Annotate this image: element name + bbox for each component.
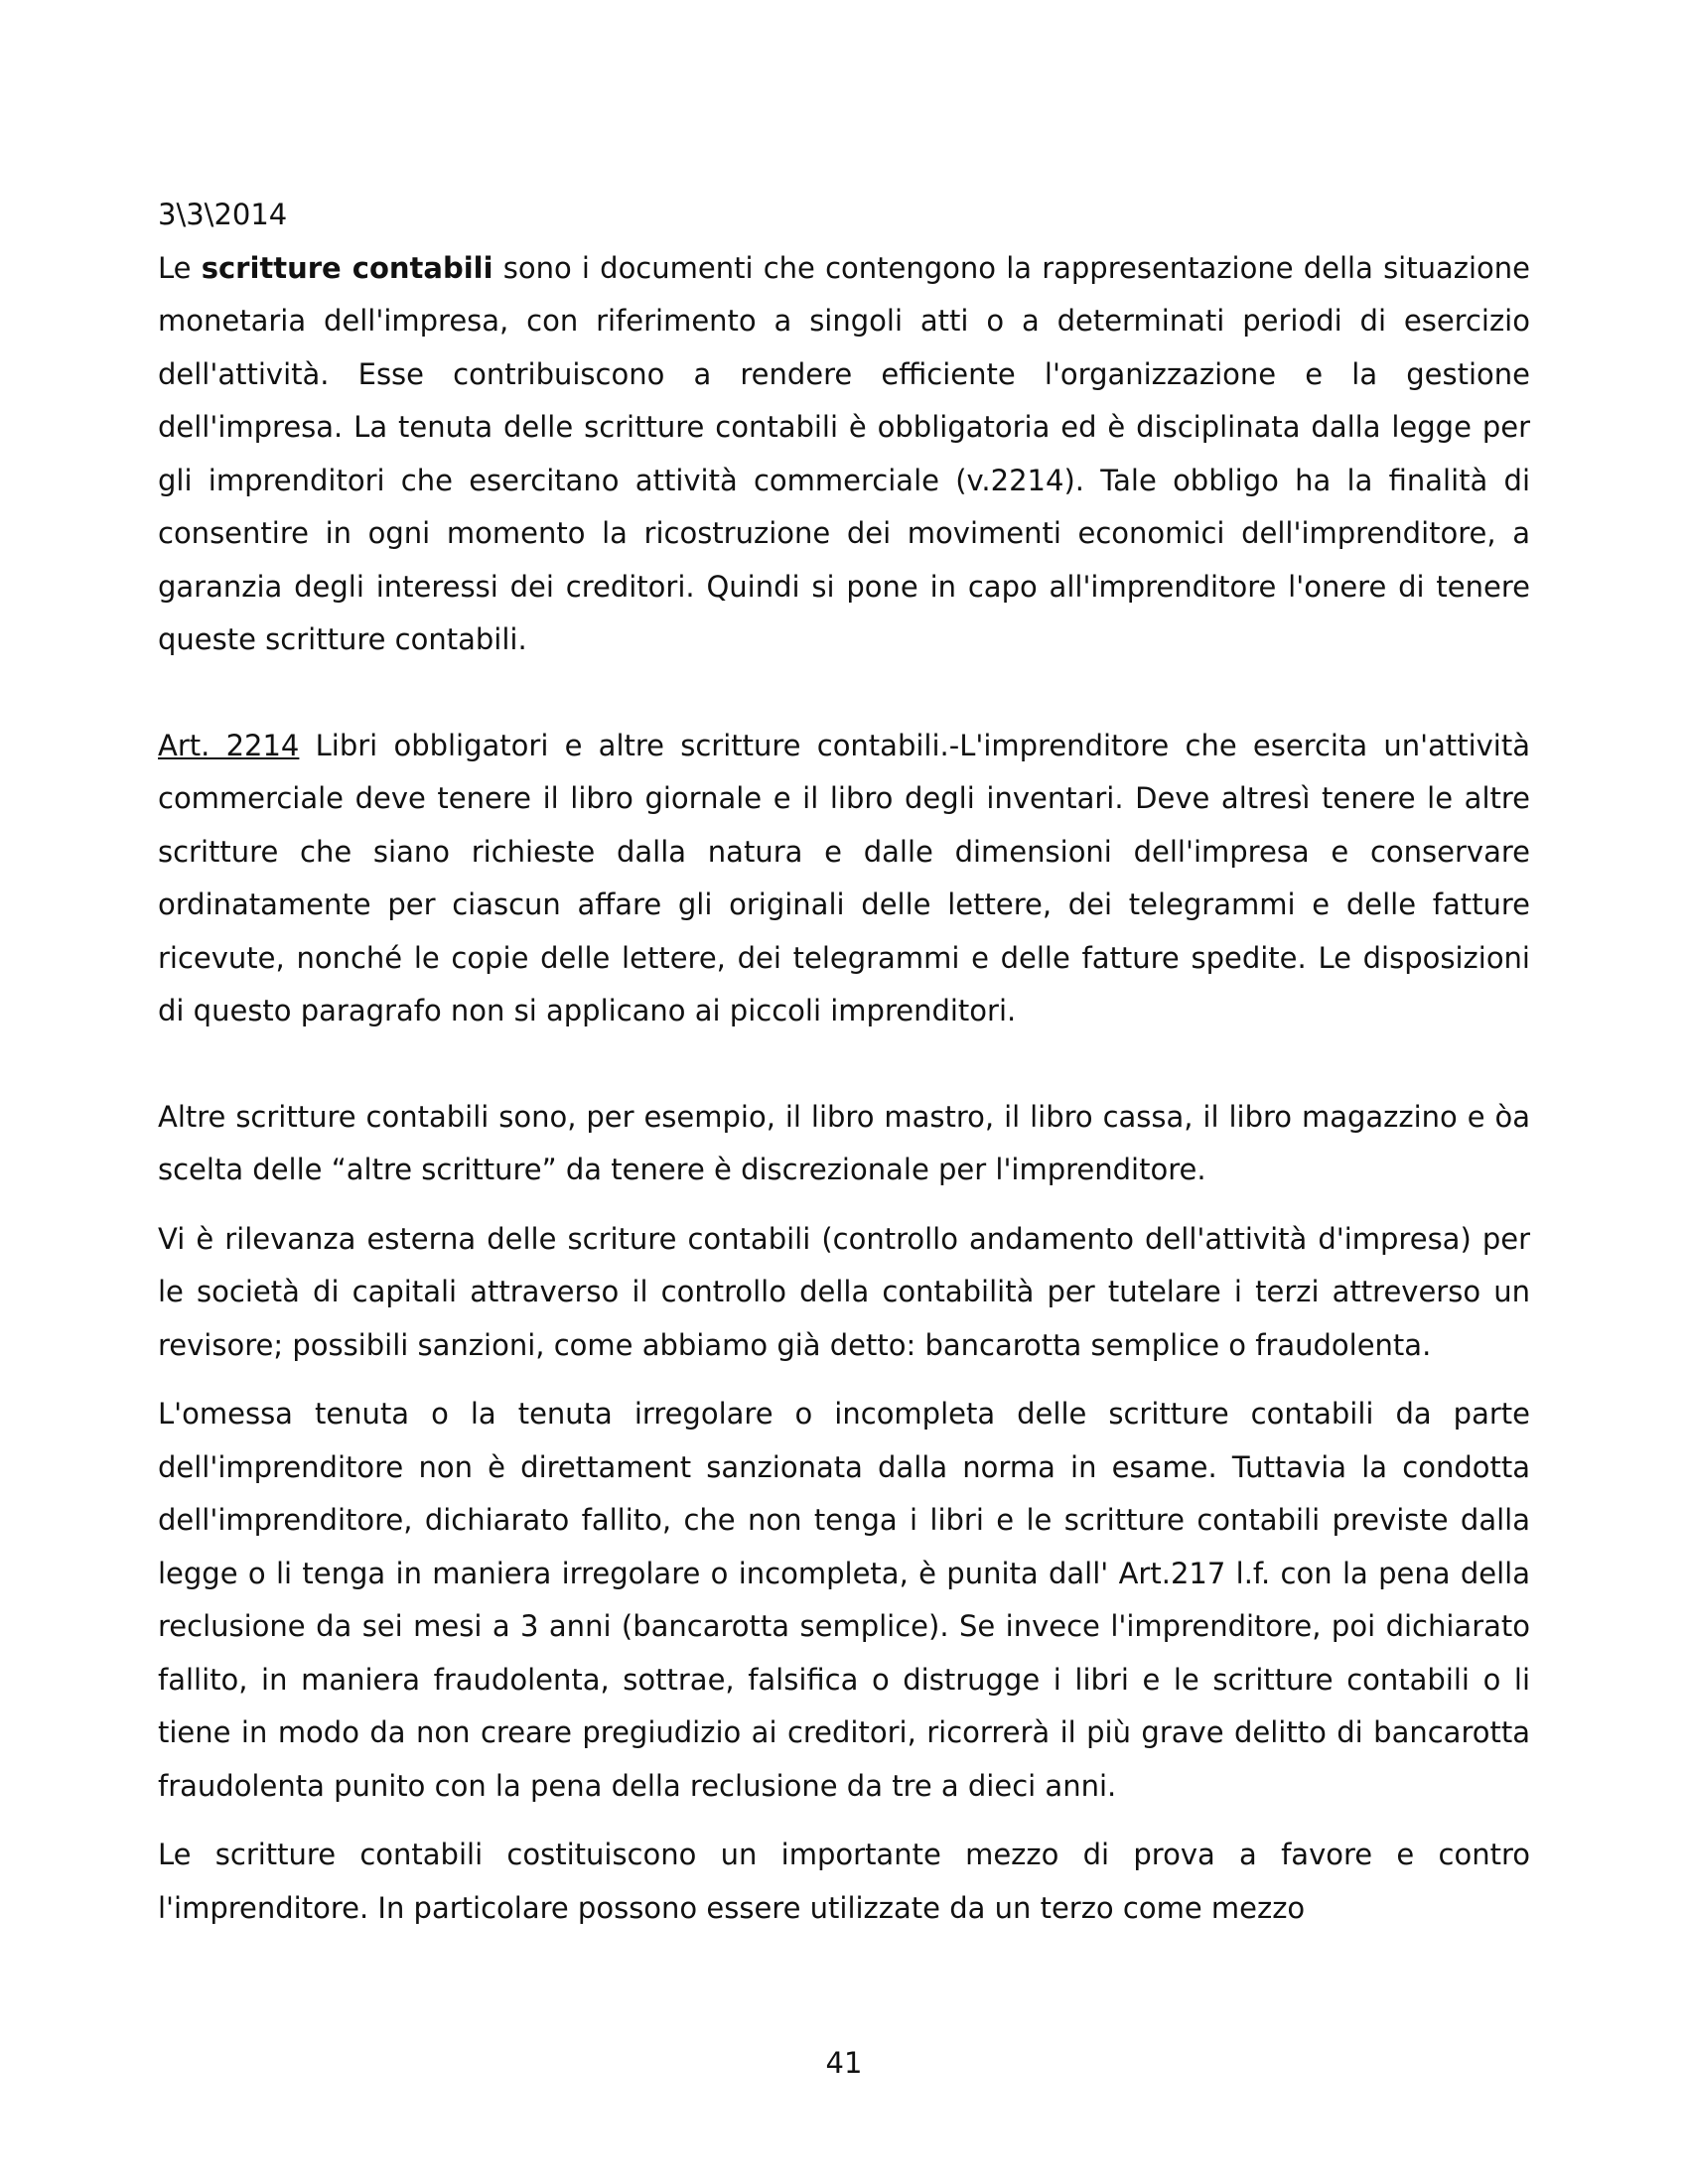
paragraph-sanctions: L'omessa tenuta o la tenuta irregolare o incompleta delle scritture contabili da parte dell'imprenditore non è direttament sanzionata dalla norma in esame. Tuttavia la condotta dell'imprenditore, dichiarato fallito, che non tenga i libri e le scritture contabili previste dalla legge o li tenga in maniera irregolare o incompleta, è punita dall' Art.217 l.f. con la pena della reclusione da sei mesi a 3 anni (bancarotta semplice). Se invece l'imprenditore, poi dichiarato fallito, in maniera fraudolenta, sottrae, falsifica o distrugge i libri e le scritture contabili o li tiene in modo da non creare pregiudizio ai creditori, ricorrerà il più grave delitto di bancarotta fraudolenta punito con la pena della reclusione da tre a dieci anni. bbox=[158, 1397, 1530, 1803]
article-text: Libri obbligatori e altre scritture contabili.-L'imprenditore che esercita un'attività commerciale deve tenere il libro giornale e il libro degli inventari. Deve altresì tenere le altre scritture che siano richieste dalla natura e dalle dimensioni dell'impresa e conservare ordinatamente per ciascun affare gli originali delle lettere, dei telegrammi e delle fatture ricevute, nonché le copie delle lettere, dei telegrammi e delle fatture spedite. Le disposizioni di questo paragrafo non si applicano ai piccoli imprenditori. bbox=[158, 728, 1530, 1027]
bold-term-scritture-contabili: scritture contabili bbox=[201, 250, 493, 285]
paragraph-intro-lead: Le bbox=[158, 250, 202, 285]
document-date: 3\3\2014 bbox=[158, 198, 288, 231]
page-number: 41 bbox=[825, 2046, 863, 2080]
paragraph-evidence: Le scritture contabili costituiscono un importante mezzo di prova a favore e contro l'imprenditore. In particolare possono essere utilizzate da un terzo come mezzo bbox=[158, 1838, 1530, 1925]
paragraph-external-relevance: Vi è rilevanza esterna delle scriture contabili (controllo andamento dell'attività d'impresa) per le società di capitali attraverso il controllo della contabilità per tutelare i terzi attreverso un revisore; possibili sanzioni, come abbiamo già detto: bancarotta semplice o fraudolenta. bbox=[158, 1221, 1530, 1362]
paragraph-article-2214 bbox=[158, 720, 1530, 1038]
paragraph-intro-text: sono i documenti che contengono la rappresentazione della situazione monetaria dell'impresa, con riferimento a singoli atti o a determinati periodi di esercizio dell'attività. Esse contribuiscono a rendere efficiente l'organizzazione e la gestione dell'impresa. La tenuta delle scritture contabili è obbligatoria ed è disciplinata dalla legge per gli imprenditori che esercitano attività commerciale (v.2214). Tale obbligo ha la finalità di consentire in ogni momento la ricostruzione dei movimenti economici dell'imprenditore, a garanzia degli interessi dei creditori. Quindi si pone in capo all'imprenditore l'onere di tenere queste scritture contabili. bbox=[158, 250, 1530, 656]
paragraph-other-records: Altre scritture contabili sono, per esempio, il libro mastro, il libro cassa, il libro magazzino e òa scelta delle “altre scritture” da tenere è discrezionale per l'imprenditore. bbox=[158, 1099, 1530, 1186]
document-body bbox=[158, 189, 1530, 1935]
article-reference: Art. 2214 bbox=[158, 728, 300, 762]
paragraph-intro bbox=[158, 242, 1530, 667]
